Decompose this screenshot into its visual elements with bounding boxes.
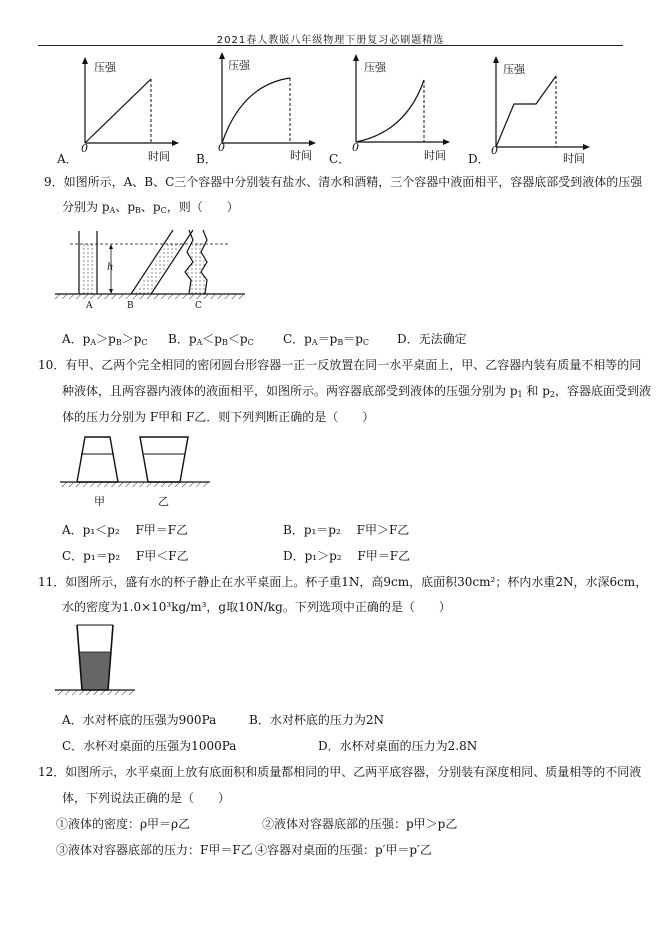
q9-option-a: A．$p_A>p_B>p_C$ bbox=[62, 332, 148, 347]
graph-c-xlabel: 时间 bbox=[424, 149, 446, 162]
q9-stem-line2: 分别为 $p_A$、$p_B$、$p_C$，则（ ） bbox=[62, 200, 239, 215]
page-header: 2021春人教版八年级物理下册复习必刷题精选 bbox=[216, 35, 445, 46]
graph-a-ylabel: 压强 bbox=[94, 61, 116, 74]
header-divider bbox=[38, 45, 623, 46]
graph-d-ylabel: 压强 bbox=[503, 63, 525, 76]
q9-fig-label-a: A bbox=[86, 301, 93, 311]
q9-fig-label-h: h bbox=[107, 262, 114, 273]
q10-stem-line2: 种液体，且两容器内液体的液面相平，如图所示。两容器底部受到液体的压强分别为 $p_1$ 和 $p_2$，容器底面受到液 bbox=[62, 384, 652, 399]
q9-containers-figure bbox=[55, 228, 245, 316]
q12-stem-line2: 体，下列说法正确的是（ ） bbox=[62, 791, 231, 805]
q10-option-a: A．p₁＜p₂ F甲＝F乙 bbox=[62, 523, 189, 537]
q10-fig-label-jia: 甲 bbox=[94, 495, 105, 508]
graph-b-origin: 0 bbox=[218, 141, 225, 154]
graph-a-origin: 0 bbox=[81, 142, 88, 155]
graph-b bbox=[192, 50, 322, 155]
q10-containers-figure bbox=[60, 432, 210, 492]
q11-option-a: A．水对杯底的压强为900Pa bbox=[62, 713, 217, 727]
graph-c-origin: 0 bbox=[352, 141, 359, 154]
q9-option-c: C．$p_A=p_B=p_C$ bbox=[283, 332, 370, 347]
q10-fig-label-yi: 乙 bbox=[158, 495, 169, 508]
q12-statement-1: ①液体的密度：ρ甲＝ρ乙 bbox=[56, 817, 191, 831]
graph-b-ylabel: 压强 bbox=[228, 59, 250, 72]
q9-option-d: D．无法确定 bbox=[397, 332, 467, 346]
graph-a-xlabel: 时间 bbox=[148, 150, 170, 163]
q9-option-b: B．$p_A<p_B<p_C$ bbox=[168, 332, 254, 347]
q10-option-c: C．p₁＝p₂ F甲＜F乙 bbox=[62, 549, 189, 563]
q12-statement-4: ④容器对桌面的压强：p′甲＝p′乙 bbox=[255, 843, 432, 857]
q9-fig-label-c: C bbox=[195, 301, 202, 311]
q11-cup-figure bbox=[55, 620, 135, 702]
graph-c bbox=[326, 52, 456, 157]
graph-d-xlabel: 时间 bbox=[563, 152, 585, 165]
q9-stem-line1: 9．如图所示，A、B、C三个容器中分别装有盐水、清水和酒精，三个容器中液面相平，容器底部受到液体的压强 bbox=[44, 175, 643, 189]
option-8d-label: D． bbox=[468, 152, 490, 166]
graph-a bbox=[55, 55, 185, 160]
graph-d-origin: 0 bbox=[491, 144, 498, 157]
q11-option-d: D．水杯对桌面的压力为2.8N bbox=[318, 739, 478, 753]
q11-stem-line2: 水的密度为1.0×10³kg/m³，g取10N/kg。下列选项中正确的是（ ） bbox=[62, 600, 451, 614]
q11-option-c: C．水杯对桌面的压强为1000Pa bbox=[62, 739, 237, 753]
q10-stem-line3: 体的压力分别为 F甲和 F乙．则下列判断正确的是（ ） bbox=[62, 410, 375, 424]
option-8c-label: C． bbox=[329, 152, 351, 166]
q12-statement-2: ②液体对容器底部的压强：p甲＞p乙 bbox=[262, 817, 458, 831]
q10-option-b: B．p₁＝p₂ F甲＞F乙 bbox=[283, 523, 410, 537]
graph-c-ylabel: 压强 bbox=[364, 61, 386, 74]
q10-option-d: D．p₁＞p₂ F甲＝F乙 bbox=[283, 549, 411, 563]
q10-stem-line1: 10．有甲、乙两个完全相同的密闭圆台形容器一正一反放置在同一水平桌面上，甲、乙容器内装有质量不相等的同 bbox=[38, 358, 642, 372]
q12-statement-3: ③液体对容器底部的压力：F甲＝F乙 bbox=[56, 843, 253, 857]
q11-option-b: B．水对杯底的压力为2N bbox=[249, 713, 384, 727]
option-8b-label: B． bbox=[196, 152, 217, 166]
graph-b-xlabel: 时间 bbox=[290, 149, 312, 162]
graph-d bbox=[466, 54, 596, 159]
q9-fig-label-b: B bbox=[127, 301, 134, 311]
q12-stem-line1: 12．如图所示，水平桌面上放有底面积和质量都相同的甲、乙两平底容器，分别装有深度相同、质量相等的不同液 bbox=[38, 765, 642, 779]
option-8a-label: A． bbox=[57, 152, 78, 166]
q11-stem-line1: 11．如图所示，盛有水的杯子静止在水平桌面上。杯子重1N，高9cm，底面积30cm²；杯内水重2N，水深6cm， bbox=[38, 575, 648, 589]
